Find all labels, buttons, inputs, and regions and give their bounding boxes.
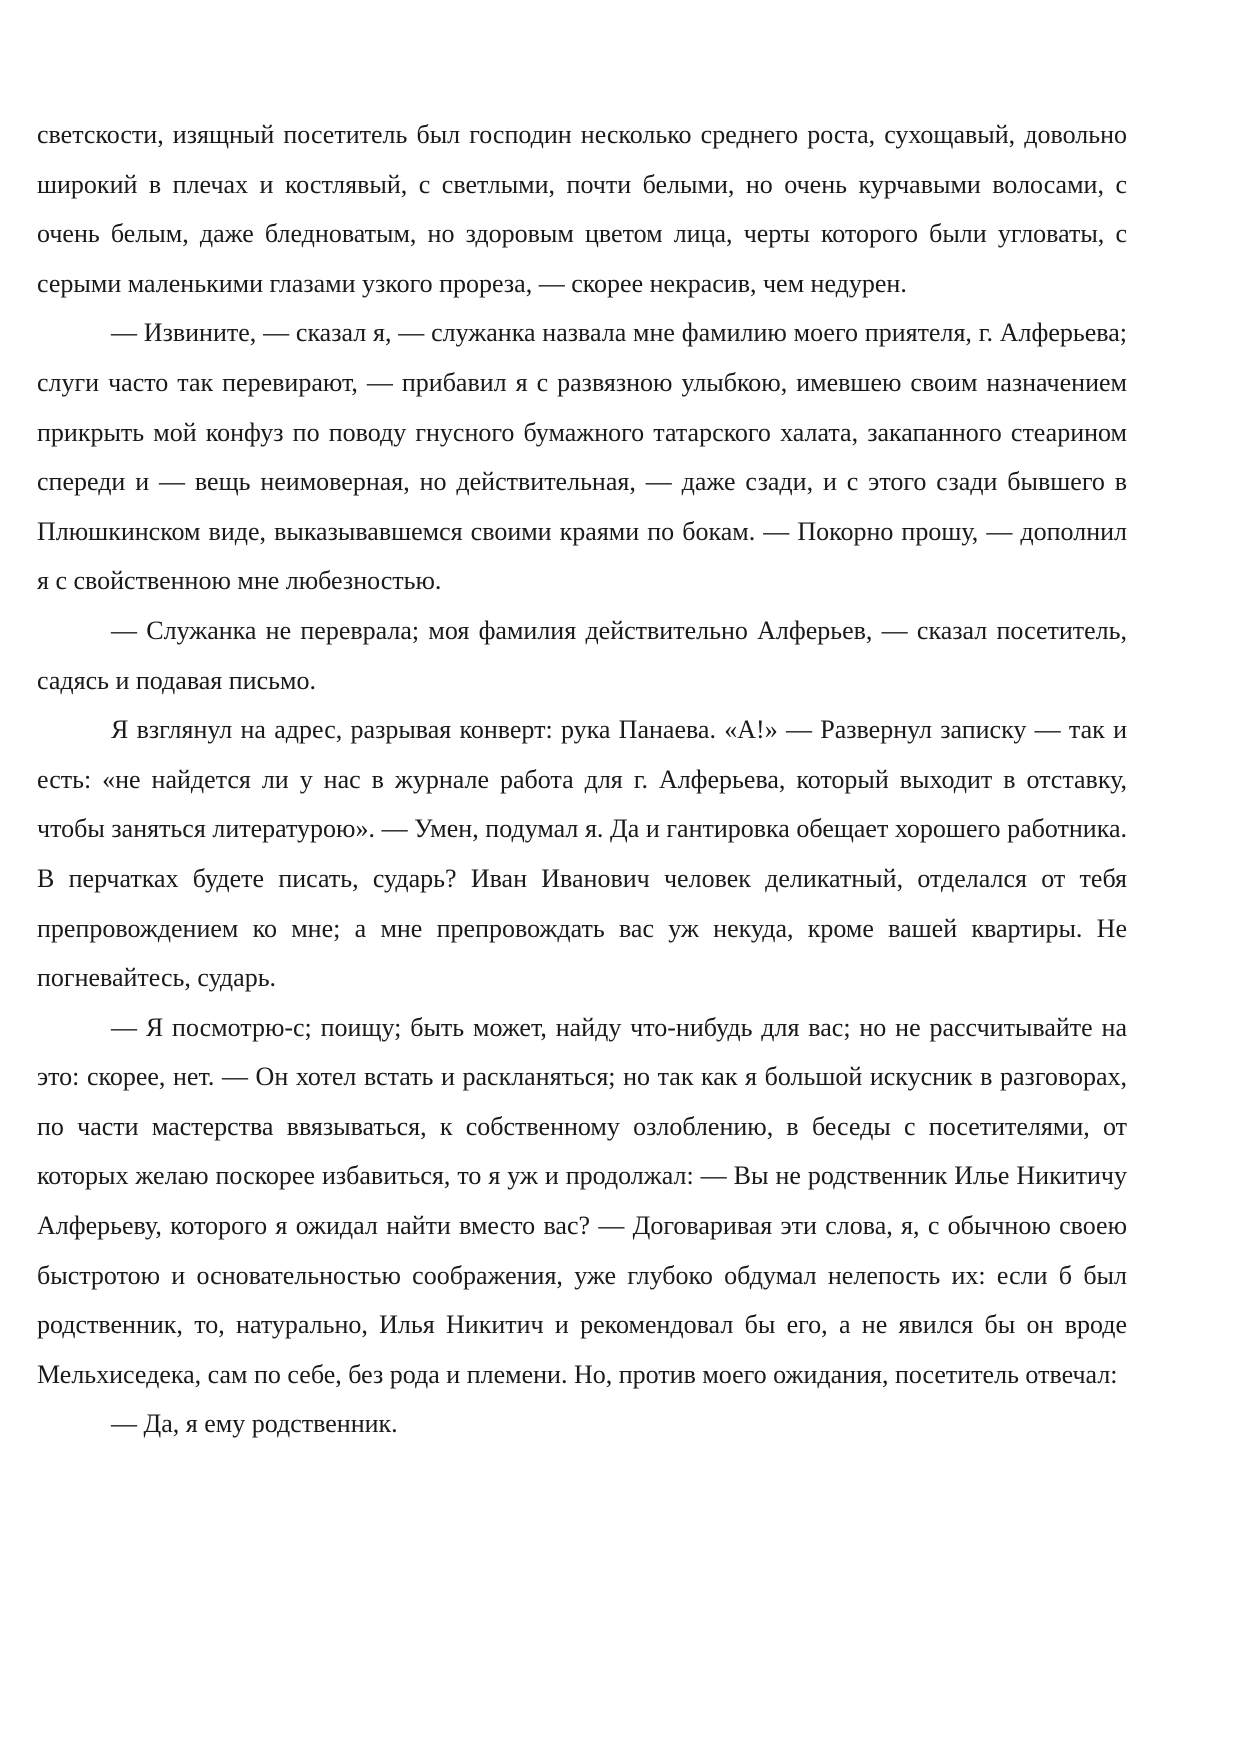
paragraph-apology: — Извините, — сказал я, — служанка назвала мне фамилию моего приятеля, г. Алферьева; слуги часто так перевирают, — прибавил я с развязною улыбкою, имевшею своим назначением прикрыть мой конфуз по поводу гнусного бумажного татарского халата, закапанного стеарином спереди и — вещь неимоверная, но действительная, — даже сзади, и с этого сзади бывшего в Плюшкинском виде, выказывавшемся своими краями по бокам. — Покорно прошу, — дополнил я с свойственною мне любезностью. [37,318,1127,596]
paragraph-letter: Я взглянул на адрес, разрывая конверт: рука Панаева. «А!» — Развернул записку — так и есть: «не найдется ли у нас в журнале работа для г. Алферьева, который выходит в отставку, чтобы заняться литературою». — Умен, подумал я. Да и гантировка обещает хорошего работника. В перчатках будете писать, сударь? Иван Иванович человек деликатный, отделался от тебя препровождением ко мне; а мне препровождать вас уж некуда, кроме вашей квартиры. Не погневайтесь, сударь. [37,715,1127,993]
body-text [37,110,1127,1449]
paragraph-continuation: светскости, изящный посетитель был господин несколько среднего роста, сухощавый, довольно широкий в плечах и костлявый, с светлыми, почти белыми, но очень курчавыми волосами, с очень белым, даже бледноватым, но здоровым цветом лица, черты которого были угловаты, с серыми маленькими глазами узкого прореза, — скорее некрасив, чем недурен. [37,120,1127,298]
paragraph-visitor-reply: — Служанка не переврала; моя фамилия действительно Алферьев, — сказал посетитель, садясь и подавая письмо. [37,615,1127,695]
paragraph-conversation: — Я посмотрю-с; поищу; быть может, найду что-нибудь для вас; но не рассчитывайте на это: скорее, нет. — Он хотел встать и раскланяться; но так как я большой искусник в разговорах, по части мастерства ввязываться, к собственному озлоблению, в беседы с посетителями, от которых желаю поскорее избавиться, то я уж и продолжал: — Вы не родственник Илье Никитичу Алферьеву, которого я ожидал найти вместо вас? — Договаривая эти слова, я, с обычною своею быстротою и основательностью соображения, уже глубоко обдумал нелепость их: если б был родственник, то, натурально, Илья Никитич и рекомендовал бы его, а не явился бы он вроде Мельхиседека, сам по себе, без рода и племени. Но, против моего ожидания, посетитель отвечал: [37,1012,1127,1389]
paragraph-relative: — Да, я ему родственник. [111,1409,398,1439]
